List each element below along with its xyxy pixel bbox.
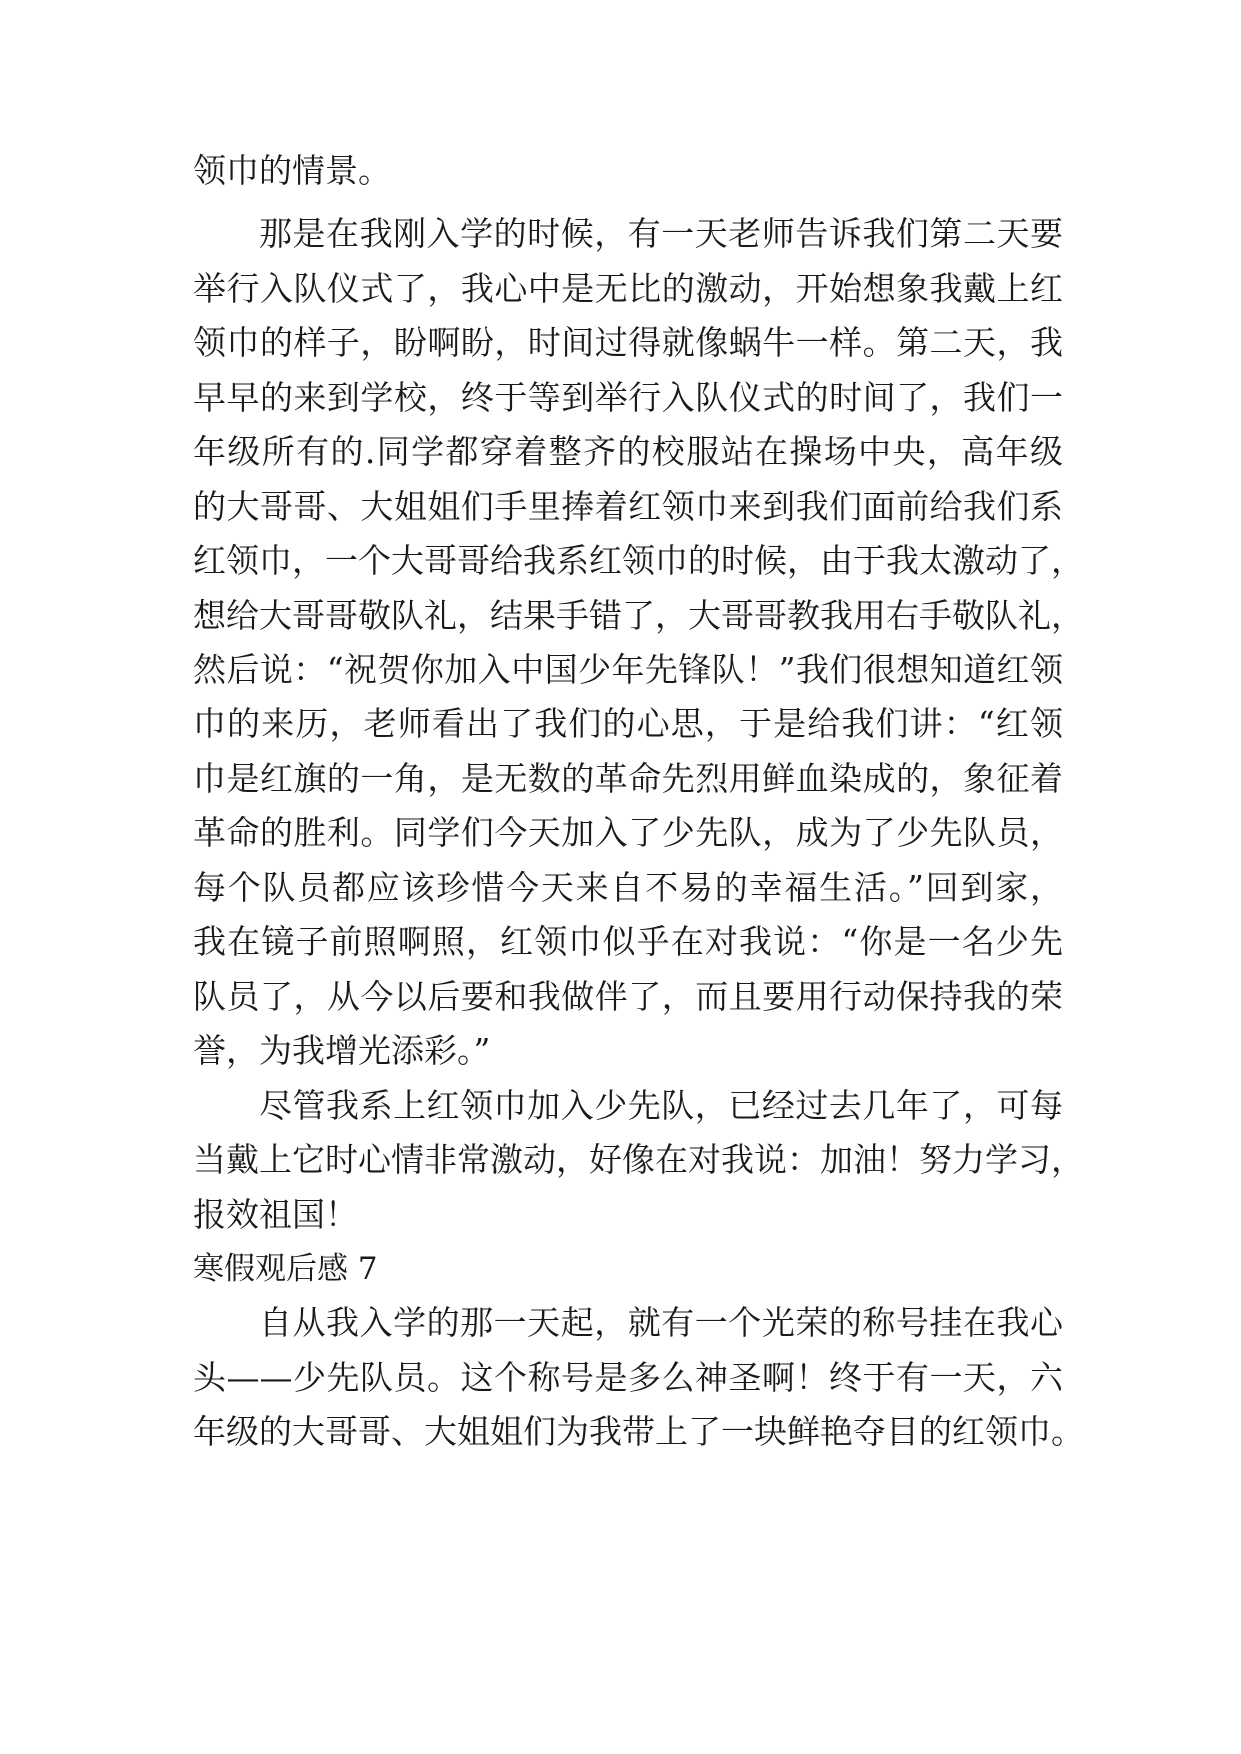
paragraph-line: 年级所有的.同学都穿着整齐的校服站在操场中央，高年级	[193, 432, 1063, 471]
paragraph-line: 尽管我系上红领巾加入少先队，已经过去几年了，可每	[259, 1086, 1063, 1125]
paragraph-line: 领巾的样子，盼啊盼，时间过得就像蜗牛一样。第二天，我	[193, 323, 1063, 362]
paragraph-line: 我在镜子前照啊照，红领巾似乎在对我说：“你是一名少先	[193, 922, 1063, 961]
paragraph-line: 报效祖国！	[193, 1195, 358, 1234]
paragraph-line: 自从我入学的那一天起，就有一个光荣的称号挂在我心	[259, 1303, 1063, 1342]
paragraph-line: 举行入队仪式了，我心中是无比的激动，开始想象我戴上红	[193, 269, 1063, 308]
paragraph-line: 每个队员都应该珍惜今天来自不易的幸福生活。”回到家，	[193, 868, 1063, 907]
paragraph-line: 那是在我刚入学的时候，有一天老师告诉我们第二天要	[259, 214, 1063, 253]
paragraph-line: 头——少先队员。这个称号是多么神圣啊！终于有一天，六	[193, 1358, 1063, 1397]
paragraph-line: 红领巾，一个大哥哥给我系红领巾的时候，由于我太激动了，	[193, 541, 1084, 580]
paragraph-line: 早早的来到学校，终于等到举行入队仪式的时间了，我们一	[193, 378, 1063, 417]
paragraph-line: 当戴上它时心情非常激动，好像在对我说：加油！努力学习，	[193, 1140, 1084, 1179]
paragraph-line: 领巾的情景。	[193, 151, 391, 190]
paragraph-line: 革命的胜利。同学们今天加入了少先队，成为了少先队员，	[193, 813, 1063, 852]
paragraph-line: 然后说：“祝贺你加入中国少年先锋队！”我们很想知道红领	[193, 650, 1063, 689]
paragraph-line: 誉，为我增光添彩。”	[193, 1031, 491, 1070]
paragraph-line: 年级的大哥哥、大姐姐们为我带上了一块鲜艳夺目的红领巾。	[193, 1412, 1084, 1451]
section-title: 寒假观后感 7	[193, 1251, 378, 1287]
paragraph-line: 的大哥哥、大姐姐们手里捧着红领巾来到我们面前给我们系	[193, 487, 1063, 526]
paragraph-line: 想给大哥哥敬队礼，结果手错了，大哥哥教我用右手敬队礼，	[193, 596, 1084, 635]
paragraph-line: 巾的来历，老师看出了我们的心思，于是给我们讲：“红领	[193, 704, 1063, 743]
paragraph-line: 队员了，从今以后要和我做伴了，而且要用行动保持我的荣	[193, 977, 1063, 1016]
paragraph-line: 巾是红旗的一角，是无数的革命先烈用鲜血染成的，象征着	[193, 759, 1063, 798]
